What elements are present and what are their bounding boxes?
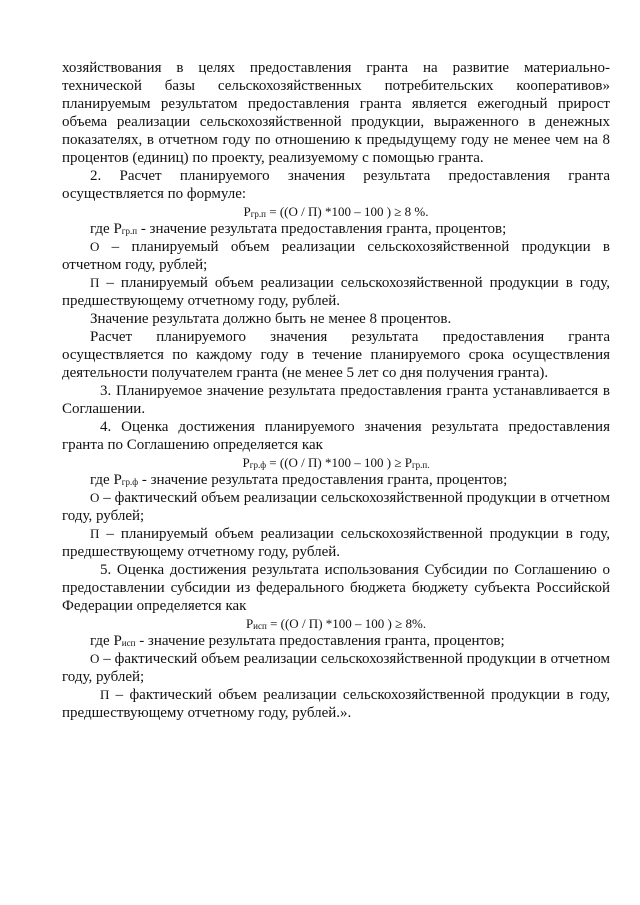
- formula-symbol: P: [243, 204, 251, 219]
- where-text: - значение результата предоставления гранта, процентов;: [135, 633, 505, 649]
- paragraph-2: 2. Расчет планируемого значения результата предоставления гранта осуществляется по формуле:: [62, 168, 610, 202]
- where-actual: [62, 471, 610, 489]
- formula-planned: [62, 203, 610, 220]
- definition-p-actual: [62, 525, 610, 561]
- symbol-p: П: [100, 687, 110, 702]
- formula-usage: [62, 615, 610, 632]
- paragraph-4: 4. Оценка достижения планируемого значения результата предоставления гранта по Соглашению определяется как: [62, 419, 610, 453]
- definition-text: – планируемый объем реализации сельскохозяйственной продукции в году, предшествующему отчетному году, рублей.: [62, 275, 610, 309]
- paragraph-intro: хозяйствования в целях предоставления гранта на развитие материально-технической базы сельскохозяйственных потребительских кооперативов» планируемым результатом предоставления гранта является ежегодный прирост объема реализации сельскохозяйственной продукции, выраженного в денежных показателях, в отчетном году по отношению к предыдущему году не менее чем на 8 процентов (единиц) по проекту, реализуемому с помощью гранта.: [62, 60, 610, 166]
- formula-symbol: P: [245, 616, 254, 631]
- formula-subscript: исп: [253, 621, 267, 631]
- document-body: [62, 59, 610, 722]
- definition-text: – фактический объем реализации сельскохозяйственной продукции в отчетном году, рублей;: [62, 651, 610, 685]
- where-subscript: исп: [121, 638, 136, 648]
- definition-o-planned: [62, 238, 610, 274]
- definition-text: – планируемый объем реализации сельскохозяйственной продукции в году, предшествующему отчетному году, рублей.: [62, 526, 610, 560]
- formula-expression: = ((О / П) *100 – 100 ) ≥ P: [266, 455, 412, 470]
- symbol-o: О: [90, 490, 100, 505]
- symbol-o: О: [90, 651, 100, 666]
- definition-p-usage: [62, 686, 610, 722]
- symbol-p: П: [90, 275, 100, 290]
- where-subscript: гр.п: [121, 226, 138, 236]
- where-prefix: где P: [90, 221, 122, 237]
- where-prefix: где P: [90, 472, 122, 488]
- where-usage: [62, 632, 610, 650]
- formula-actual: [62, 454, 610, 471]
- symbol-o: О: [90, 239, 100, 254]
- definition-p-planned: [62, 274, 610, 310]
- value-note: Значение результата должно быть не менее 8 процентов.: [90, 311, 452, 327]
- formula-subscript: гр.ф: [249, 460, 267, 470]
- formula-symbol: P: [242, 455, 250, 470]
- definition-o-actual: [62, 489, 610, 525]
- paragraph-5: 5. Оценка достижения результата использования Субсидии по Соглашению о предоставлении субсидии из федерального бюджета бюджету субъекта Российской Федерации определяется как: [62, 562, 610, 614]
- formula-subscript: гр.п.: [411, 460, 430, 470]
- calculation-note: Расчет планируемого значения результата предоставления гранта осуществляется по каждому году в течение планируемого срока осуществления деятельности получателем гранта (не менее 5 лет со дня получения гранта).: [62, 329, 610, 381]
- formula-subscript: гр.п: [250, 209, 266, 219]
- where-subscript: гр.ф: [121, 477, 139, 487]
- where-text: - значение результата предоставления гранта, процентов;: [138, 472, 508, 488]
- where-planned: [62, 220, 610, 238]
- where-text: - значение результата предоставления гранта, процентов;: [137, 221, 507, 237]
- definition-text: – планируемый объем реализации сельскохозяйственной продукции в отчетном году, рублей;: [62, 239, 610, 273]
- paragraph-3: 3. Планируемое значение результата предоставления гранта устанавливается в Соглашении.: [62, 383, 610, 417]
- where-prefix: где P: [90, 633, 122, 649]
- definition-text: – фактический объем реализации сельскохозяйственной продукции в отчетном году, рублей;: [62, 490, 610, 524]
- definition-text: – фактический объем реализации сельскохозяйственной продукции в году, предшествующему отчетному году, рублей.».: [62, 687, 610, 721]
- definition-o-usage: [62, 650, 610, 686]
- formula-expression: = ((О / П) *100 – 100 ) ≥ 8%.: [266, 616, 427, 631]
- formula-expression: = ((О / П) *100 – 100 ) ≥ 8 %.: [266, 204, 429, 219]
- symbol-p: П: [90, 526, 100, 541]
